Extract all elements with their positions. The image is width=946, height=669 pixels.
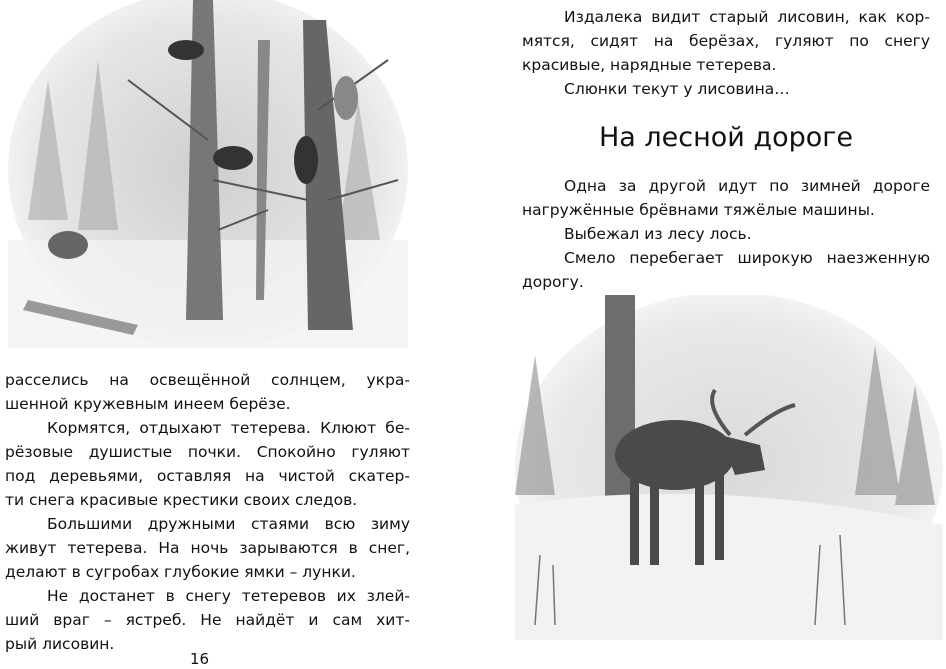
right-bottom-text <box>522 174 930 294</box>
text-line: мятся, сидят на берёзах, гуляют по снегу <box>522 32 930 50</box>
text-line: Не достанет в снегу тетеревов их злей- <box>47 587 410 605</box>
text-line: живут тетерева. На ночь зарываются в снег, <box>5 539 410 557</box>
right-page <box>473 0 946 669</box>
text-line: Издалека видит старый лисовин, как кор- <box>564 8 930 26</box>
text-line: под деревьями, оставляя на чистой скатер- <box>5 467 410 485</box>
text-line: красивые, нарядные тетерева. <box>522 56 777 74</box>
text-line: делают в сугробах глубокие ямки – лунки. <box>5 563 356 581</box>
text-line: дорогу. <box>522 273 584 291</box>
text-line: рёзовые душистые почки. Спокойно гуляют <box>5 443 410 461</box>
text-line: Кормятся, отдыхают тетерева. Клюют бе- <box>47 419 410 437</box>
text-line: Выбежал из лесу лось. <box>564 225 752 243</box>
right-top-text <box>522 5 930 101</box>
text-line: шенной кружевным инеем берёзе. <box>5 395 291 413</box>
text-line: Слюнки текут у лисовина… <box>564 80 790 98</box>
text-line: Большими дружными стаями всю зиму <box>47 515 410 533</box>
text-line: рый лисовин. <box>5 635 115 653</box>
text-line: Смело перебегает широкую наезженную <box>564 249 930 267</box>
text-line: расселись на освещённой солнцем, укра- <box>5 371 410 389</box>
moose-illustration <box>515 295 943 640</box>
text-line: Одна за другой идут по зимней дороге <box>564 177 930 195</box>
text-line: ти снега красивые крестики своих следов. <box>5 491 358 509</box>
black-grouse-illustration <box>8 0 408 348</box>
text-line: ший враг – ястреб. Не найдёт и сам хит- <box>5 611 410 629</box>
left-body-text <box>5 368 410 656</box>
chapter-heading: На лесной дороге <box>598 122 854 153</box>
page-number: 16 <box>190 650 210 668</box>
text-line: нагружённые брёвнами тяжёлые машины. <box>522 201 875 219</box>
